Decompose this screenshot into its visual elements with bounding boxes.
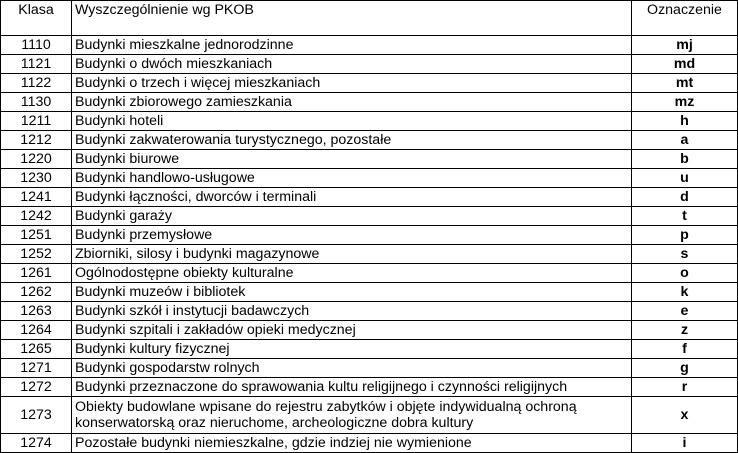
table-row [1, 93, 738, 112]
table-row [1, 378, 738, 397]
cell-klasa: 1110 [1, 36, 72, 55]
cell-name: Budynki zbiorowego zamieszkania [72, 93, 632, 112]
cell-klasa: 1274 [1, 434, 72, 453]
table-row [1, 169, 738, 188]
cell-name: Budynki szpitali i zakładów opieki medycznej [72, 321, 632, 340]
table-row [1, 150, 738, 169]
cell-name: Budynki przeznaczone do sprawowania kultu religijnego i czynności religijnych [72, 378, 632, 397]
cell-code: g [632, 359, 738, 378]
cell-klasa: 1252 [1, 245, 72, 264]
cell-klasa: 1261 [1, 264, 72, 283]
cell-klasa: 1263 [1, 302, 72, 321]
cell-code: p [632, 226, 738, 245]
cell-name: Budynki łączności, dworców i terminali [72, 188, 632, 207]
cell-code: a [632, 131, 738, 150]
cell-code: mt [632, 74, 738, 93]
cell-code: d [632, 188, 738, 207]
cell-code: o [632, 264, 738, 283]
cell-klasa: 1272 [1, 378, 72, 397]
table-row [1, 74, 738, 93]
cell-code: x [632, 397, 738, 434]
cell-name: Budynki o trzech i więcej mieszkaniach [72, 74, 632, 93]
header-row [1, 1, 738, 36]
table-row [1, 131, 738, 150]
cell-klasa: 1251 [1, 226, 72, 245]
cell-code: f [632, 340, 738, 359]
cell-name: Budynki muzeów i bibliotek [72, 283, 632, 302]
cell-name: Budynki handlowo-usługowe [72, 169, 632, 188]
cell-name: Budynki mieszkalne jednorodzinne [72, 36, 632, 55]
cell-klasa: 1242 [1, 207, 72, 226]
cell-name: Budynki szkół i instytucji badawczych [72, 302, 632, 321]
cell-name: Budynki gospodarstw rolnych [72, 359, 632, 378]
table-row [1, 283, 738, 302]
cell-code: k [632, 283, 738, 302]
table-row [1, 36, 738, 55]
cell-name: Zbiorniki, silosy i budynki magazynowe [72, 245, 632, 264]
header-code: Oznaczenie [632, 1, 738, 36]
cell-name: Budynki zakwaterowania turystycznego, pozostałe [72, 131, 632, 150]
cell-code: z [632, 321, 738, 340]
cell-name: Budynki przemysłowe [72, 226, 632, 245]
cell-name: Ogólnodostępne obiekty kulturalne [72, 264, 632, 283]
cell-name: Obiekty budowlane wpisane do rejestru zabytków i objęte indywidualną ochroną konserwatorską oraz nieruchome, archeologiczne dobra kultury [72, 397, 632, 434]
cell-code: u [632, 169, 738, 188]
table-row [1, 112, 738, 131]
cell-klasa: 1271 [1, 359, 72, 378]
cell-code: b [632, 150, 738, 169]
cell-code: s [632, 245, 738, 264]
cell-klasa: 1265 [1, 340, 72, 359]
cell-klasa: 1130 [1, 93, 72, 112]
cell-code: r [632, 378, 738, 397]
table-row [1, 302, 738, 321]
header-name: Wyszczególnienie wg PKOB [72, 1, 632, 36]
table-row [1, 359, 738, 378]
cell-klasa: 1212 [1, 131, 72, 150]
cell-klasa: 1264 [1, 321, 72, 340]
cell-code: mz [632, 93, 738, 112]
cell-name: Pozostałe budynki niemieszkalne, gdzie indziej nie wymienione [72, 434, 632, 453]
table-row [1, 55, 738, 74]
cell-code: mj [632, 36, 738, 55]
cell-klasa: 1122 [1, 74, 72, 93]
cell-klasa: 1220 [1, 150, 72, 169]
table-row [1, 434, 738, 453]
cell-code: e [632, 302, 738, 321]
table-row [1, 264, 738, 283]
cell-name: Budynki hoteli [72, 112, 632, 131]
cell-klasa: 1121 [1, 55, 72, 74]
cell-code: md [632, 55, 738, 74]
table-row [1, 226, 738, 245]
cell-name: Budynki o dwóch mieszkaniach [72, 55, 632, 74]
table-row [1, 321, 738, 340]
table-row [1, 340, 738, 359]
cell-name: Budynki garaży [72, 207, 632, 226]
cell-code: h [632, 112, 738, 131]
cell-name: Budynki kultury fizycznej [72, 340, 632, 359]
header-klasa: Klasa [1, 1, 72, 36]
table-row [1, 245, 738, 264]
table-row [1, 397, 738, 434]
cell-klasa: 1230 [1, 169, 72, 188]
cell-klasa: 1241 [1, 188, 72, 207]
table-row [1, 188, 738, 207]
cell-code: i [632, 434, 738, 453]
cell-klasa: 1262 [1, 283, 72, 302]
cell-klasa: 1273 [1, 397, 72, 434]
cell-name: Budynki biurowe [72, 150, 632, 169]
cell-klasa: 1211 [1, 112, 72, 131]
cell-code: t [632, 207, 738, 226]
table-row [1, 207, 738, 226]
